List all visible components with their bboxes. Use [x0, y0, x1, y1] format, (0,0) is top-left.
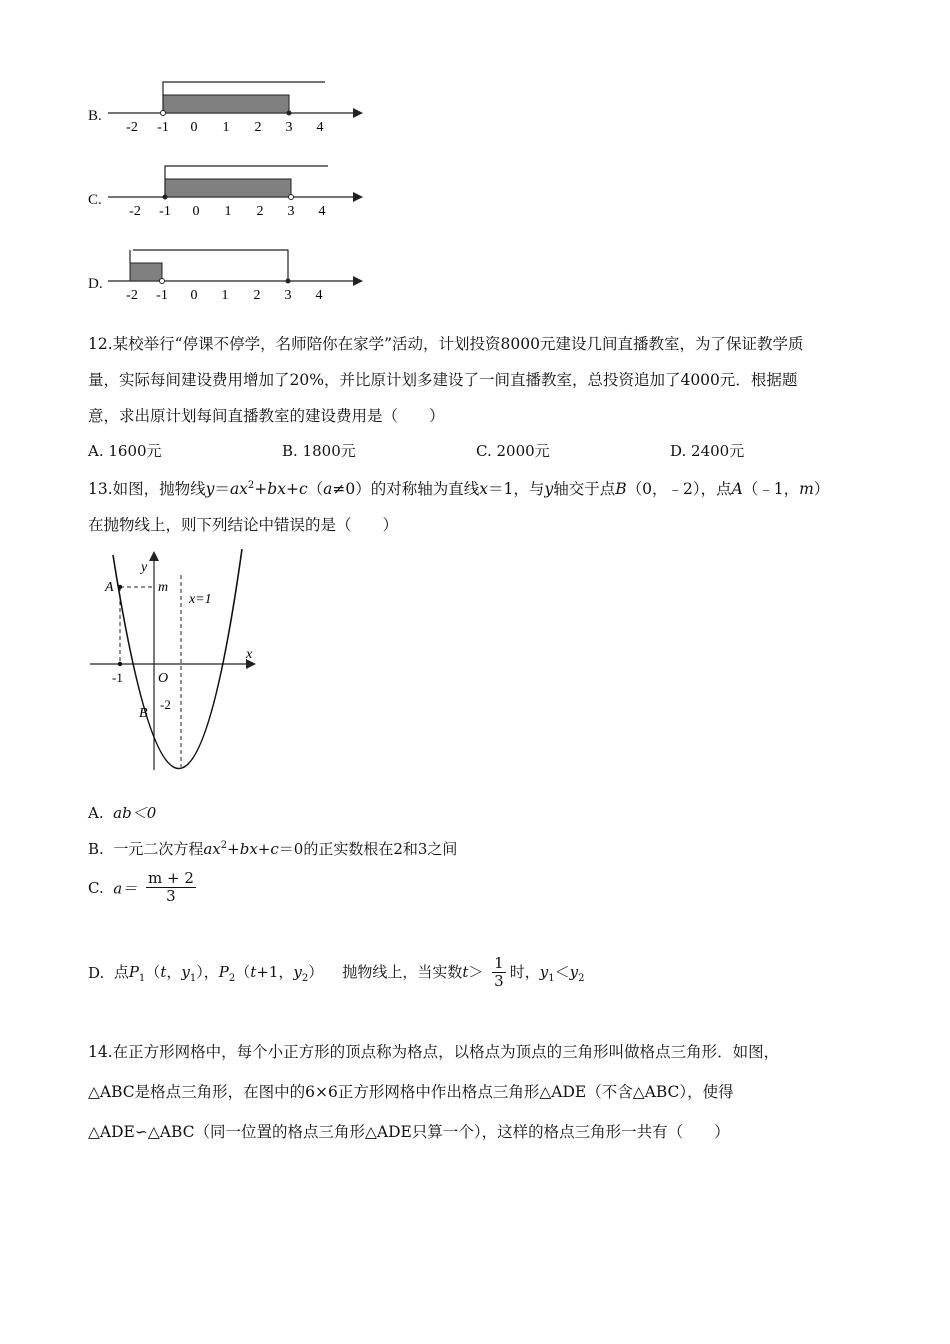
svg-text:1: 1: [222, 120, 230, 135]
svg-text:-2: -2: [126, 288, 138, 303]
q13-line-1: 13.如图，抛物线$y=ax^2+bx+c(a\ne 0)$的对称轴为直线x＝1，与y轴交于点B（0，﹣2），点A（﹣1，m）: [88, 480, 830, 499]
tick-labels: [126, 288, 322, 303]
svg-text:-1: -1: [112, 670, 123, 685]
q12-choice-b[interactable]: B. 1800元: [282, 442, 356, 460]
svg-text:-1: -1: [157, 120, 169, 135]
svg-text:m: m: [158, 580, 169, 595]
fraction: $\frac{m + 2}{3}$: [148, 869, 194, 906]
number-line-b: [108, 70, 388, 140]
q12-choice-a[interactable]: A. 1600元: [88, 442, 162, 460]
svg-text:1: 1: [224, 204, 232, 219]
q13-choice-d[interactable]: D. 点$P_1(t$，$y_1$），$P_2(t+1$，$y_2$） 抛物线上，当实数t＞ $\frac{1}{3}$ 时，$y_1<y_2$: [88, 954, 585, 991]
option-label: D.: [88, 276, 103, 292]
q13-choice-a[interactable]: A. ab＜0: [88, 804, 157, 822]
svg-text:2: 2: [253, 288, 261, 303]
number-line-d: [108, 238, 388, 308]
svg-text:-2: -2: [160, 697, 171, 712]
tick-labels: [126, 120, 323, 135]
number-line-c: [108, 154, 388, 224]
q13-line-2: 在抛物线上，则下列结论中错误的是（ ）: [88, 516, 399, 535]
svg-text:x: x: [246, 647, 253, 662]
svg-text:-2: -2: [129, 204, 141, 219]
svg-text:3: 3: [284, 288, 292, 303]
svg-text:4: 4: [318, 204, 326, 219]
svg-text:0: 0: [190, 120, 198, 135]
q14-line: △ADE∽△ABC（同一位置的格点三角形△ADE只算一个），这样的格点三角形一共有（ ）: [88, 1123, 730, 1141]
q12-choices: [88, 440, 848, 464]
q14-line: △ABC是格点三角形，在图中的6×6正方形网格中作出格点三角形△ADE（不含△ABC），使得: [88, 1083, 734, 1101]
q12-line: 意，求出原计划每间直播教室的建设费用是（ ）: [88, 407, 445, 425]
q12-choice-c[interactable]: C. 2000元: [476, 442, 550, 460]
svg-text:x=1: x=1: [189, 592, 212, 607]
q12-choice-d[interactable]: D. 2400元: [670, 442, 745, 460]
svg-text:A: A: [105, 580, 114, 595]
q13-choice-c[interactable]: C. a＝ $\frac{m + 2}{3}$: [88, 869, 194, 906]
svg-text:3: 3: [285, 120, 293, 135]
tick-labels: [129, 204, 325, 219]
q14-stem: [88, 1032, 779, 1152]
q12-line: 量，实际每间建设费用增加了20%，并比原计划多建设了一间直播教室，总投资追加了4000元．根据题: [88, 371, 798, 389]
q14-line: 14.在正方形网格中，每个小正方形的顶点称为格点，以格点为顶点的三角形叫做格点三角形．如图，: [88, 1043, 780, 1061]
parabola-graph: [88, 545, 268, 780]
svg-text:0: 0: [190, 288, 198, 303]
svg-text:1: 1: [221, 288, 229, 303]
svg-text:-1: -1: [156, 288, 168, 303]
svg-text:3: 3: [287, 204, 295, 219]
svg-text:4: 4: [316, 120, 324, 135]
svg-text:2: 2: [254, 120, 262, 135]
svg-text:y: y: [141, 560, 148, 575]
svg-text:-1: -1: [159, 204, 171, 219]
svg-text:-2: -2: [126, 120, 138, 135]
q12-line: 12.某校举行“停课不停学，名师陪你在家学”活动，计划投资8000元建设几间直播教室，为了保证教学质: [88, 335, 804, 353]
option-label: C.: [88, 192, 102, 208]
option-label: B.: [88, 108, 102, 124]
fraction: $\frac{1}{3}$: [494, 954, 504, 991]
svg-text:O: O: [158, 671, 169, 686]
q13-stem: [88, 468, 829, 543]
svg-text:B: B: [139, 706, 148, 721]
svg-text:2: 2: [256, 204, 264, 219]
svg-text:4: 4: [315, 288, 323, 303]
q12-stem: [88, 326, 803, 434]
svg-text:0: 0: [192, 204, 200, 219]
q13-choice-b[interactable]: B. 一元二次方程$ax^2+bx+c=0$的正实数根在2和3之间: [88, 840, 458, 858]
